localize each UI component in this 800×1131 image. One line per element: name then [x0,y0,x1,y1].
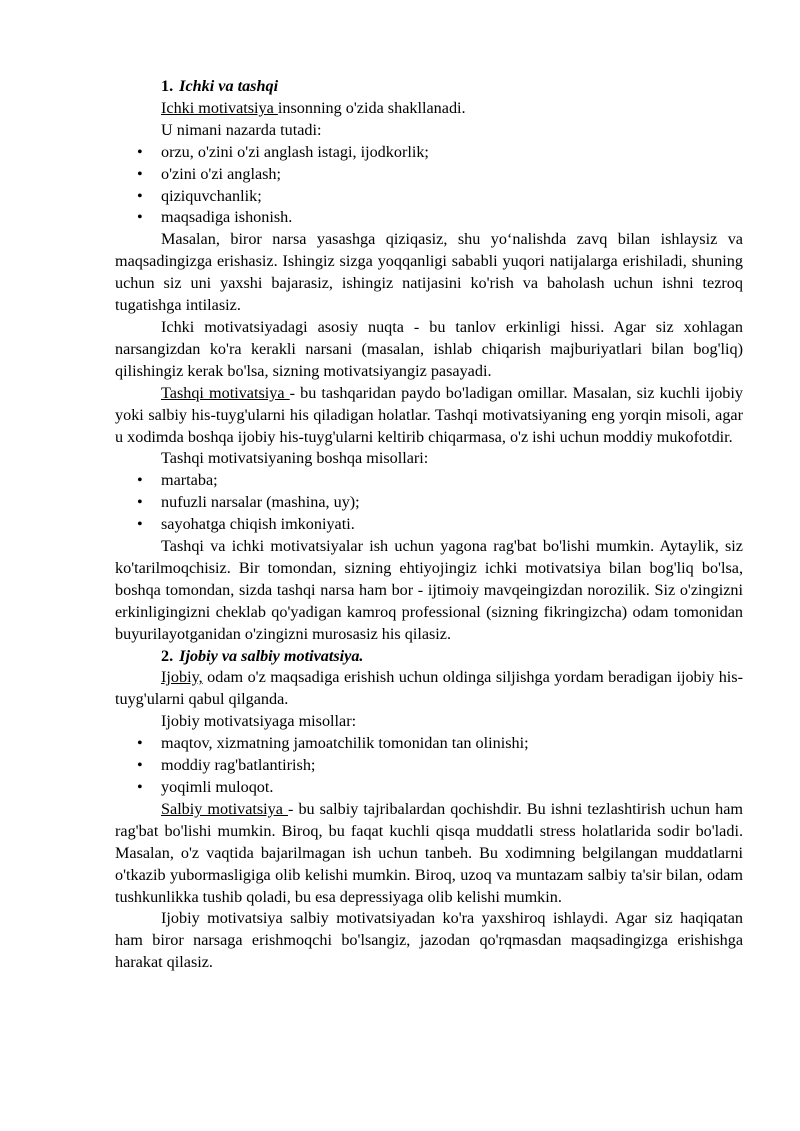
positive-definition [115,667,743,711]
paragraph: Tashqi va ichki motivatsiyalar ish uchun yagona rag'bat bo'lishi mumkin. Aytaylik, siz ko'tarilmoqchisiz. Bir tomondan, sizning ehtiyojingiz ichki motivatsiya bilan bog'liq bo'lsa, boshqa tomondan, sizda tashqi narsa ham bor - ijtimoiy mavqeingizdan norozilik. Siz o'zingizni erkinligingizni cheklab qo'yadigan kamroq professional (sizning fikringizcha) odam tomonidan buyurilayotganidan o'zingizni murosasiz his qilasiz. [115,537,743,643]
extrinsic-definition-text: - bu tashqaridan paydo bo'ladigan omillar. Masalan, siz kuchli ijobiy yoki salbiy his-tuyg'ularni his qiladigan holatlar. Tashqi motivatsiyaning eng yorqin misoli, agar u xodimda boshqa ijobiy his-tuyg'ularni keltirib chiqarmasa, o'z ishi uchun moddiy mukofotdir. [115,383,743,446]
intrinsic-definition [115,98,743,120]
list-item [115,142,743,164]
bullet-icon: • [137,164,143,183]
list-item [115,207,743,229]
bullet-icon: • [137,186,143,205]
list-item-text: martaba; [161,471,218,490]
positive-list [115,733,743,799]
list-item [115,755,743,777]
list-item [115,514,743,536]
list-item [115,733,743,755]
section-1-title: Ichki va tashqi [179,77,279,95]
bullet-icon: • [137,756,143,775]
positive-list-intro: Ijobiy motivatsiyaga misollar: [161,712,357,731]
list-item-text: maqsadiga ishonish. [161,208,293,227]
bullet-icon: • [137,471,143,490]
list-item-text: maqtov, xizmatning jamoatchilik tomonidan tan olinishi; [161,734,529,753]
positive-term: Ijobiy, [161,668,203,687]
list-item [115,186,743,208]
negative-definition [115,799,743,909]
section-2-heading [115,646,743,668]
paragraph: Masalan, biror narsa yasashga qiziqasiz, shu yoʻnalishda zavq bilan ishlaysiz va maqsadingizga erishasiz. Ishingiz sizga yoqqanligi sababli yuqori natijalarga erishiladi, shuning uchun siz uni yaxshi bajarasiz, ishingiz natijasini ko'rish va baholash uchun ishni tezroq tugatishga intilasiz. [115,230,743,315]
intrinsic-term: Ichki motivatsiya [161,98,278,117]
list-item [115,164,743,186]
section-1-number: 1. [161,77,174,95]
document-page [115,76,743,974]
bullet-icon: • [137,515,143,534]
positive-definition-text: odam o'z maqsadiga erishish uchun oldinga siljishga yordam beradigan ijobiy his-tuyg'ularni qabul qilganda. [115,668,743,709]
list-item-text: qiziquvchanlik; [161,186,262,205]
intrinsic-list-intro: U nimani nazarda tutadi: [161,120,322,139]
bullet-icon: • [137,142,143,161]
list-item-text: orzu, o'zini o'zi anglash istagi, ijodkorlik; [161,142,429,161]
paragraph: Ichki motivatsiyadagi asosiy nuqta - bu tanlov erkinligi hissi. Agar siz xohlagan narsangizdan ko'ra kerakli narsani (masalan, ishlab chiqarish majburiyatlari bilan bog'liq) qilishingiz kerak bo'lsa, sizning motivatsiyangiz pasayadi. [115,317,743,380]
list-item-text: moddiy rag'batlantirish; [161,756,316,775]
list-item-text: yoqimli muloqot. [161,778,274,796]
list-item [115,492,743,514]
negative-term: Salbiy motivatsiya [161,799,288,818]
extrinsic-list [115,470,743,536]
bullet-icon: • [137,734,143,753]
negative-definition-text: - bu salbiy tajribalardan qochishdir. Bu ishni tezlashtirish uchun ham rag'bat bo'lishi mumkin. Biroq, bu faqat kuchli qisqa muddatli stress holatlarida sodir bo'ladi. Masalan, o'z vaqtida bajarilmagan ish uchun tanbeh. Bu xodimning belgilangan muddatlarni o'tkazib yubormasligiga olib kelishi mumkin. Biroq, uzoq va muntazam salbiy ta'sir bilan, odam tushkunlikka tushib qoladi, bu esa depressiyaga olib kelishi mumkin. [115,799,743,906]
paragraph: Ijobiy motivatsiya salbiy motivatsiyadan ko'ra yaxshiroq ishlaydi. Agar siz haqiqatan ham biror narsaga erishmoqchi bo'lsangiz, jazodan qo'rqmasdan maqsadingizga erishishga harakat qilasiz. [115,909,743,972]
section-2-number: 2. [161,646,174,665]
bullet-icon: • [137,208,143,227]
section-1-heading [115,76,743,98]
list-item [115,470,743,492]
bullet-icon: • [137,493,143,512]
section-2-title: Ijobiy va salbiy motivatsiya. [179,646,364,665]
extrinsic-definition [115,383,743,449]
extrinsic-term: Tashqi motivatsiya [161,383,290,402]
list-item-text: o'zini o'zi anglash; [161,164,282,183]
list-item-text: nufuzli narsalar (mashina, uy); [161,493,360,512]
list-item [115,777,743,799]
list-item-text: sayohatga chiqish imkoniyati. [161,515,355,534]
intrinsic-list [115,142,743,230]
intrinsic-definition-text: insonning o'zida shakllanadi. [277,98,466,117]
extrinsic-list-intro: Tashqi motivatsiyaning boshqa misollari: [161,449,429,468]
bullet-icon: • [137,778,143,796]
